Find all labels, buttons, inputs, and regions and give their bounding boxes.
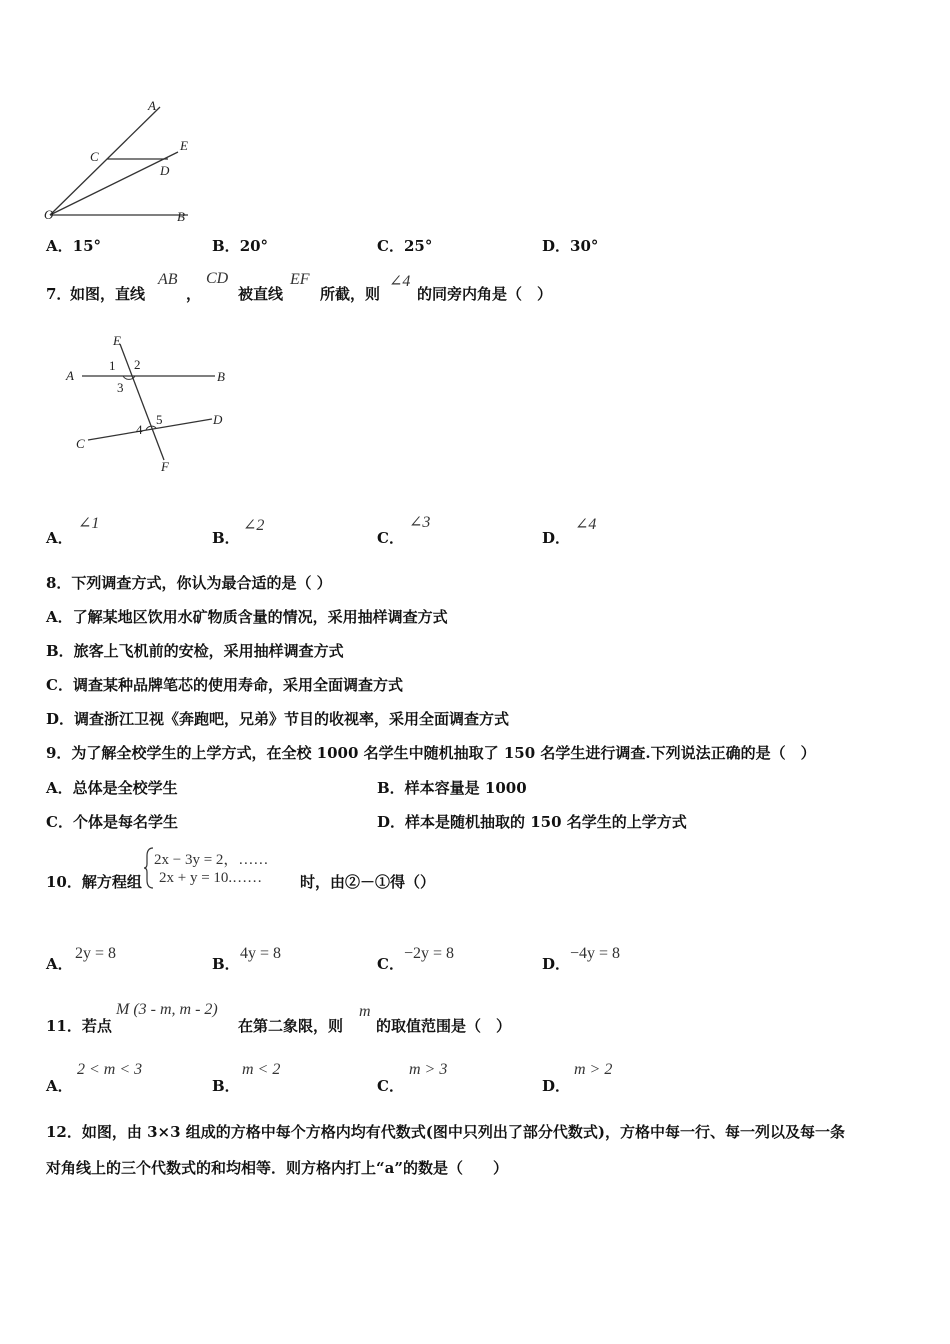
label-E: E [113,333,121,348]
option-letter: C． [377,1077,404,1095]
option-letter: C． [377,529,404,547]
q10-option-d[interactable] [542,953,570,974]
q10-option-a-math: 2y = 8 [75,945,117,962]
option-letter: A． [46,1077,73,1095]
label-B: B [177,209,185,224]
option-letter: D． [542,237,571,255]
label-C: C [76,436,85,451]
q11-option-a[interactable] [46,1075,73,1096]
option-letter: A． [46,529,73,547]
option-letter: D． [542,1077,571,1095]
q12-stem-line1: 12．如图，由 3×3 组成的方格中每个方格内均有代数式(图中只列出了部分代数式)，方格中每一行、每一列以及每一条 [46,1123,845,1141]
q8-option-c[interactable]: C．调查某种品牌笔芯的使用寿命，采用全面调查方式 [46,676,403,694]
q7-math-ab: AB [158,271,178,288]
q9-option-b[interactable]: B．样本容量是 1000 [377,779,527,797]
q10-equation-1: 2x − 3y = 2，…… [154,852,269,868]
q11-option-d[interactable] [542,1075,570,1096]
option-text: 20° [239,237,269,255]
q9-option-d[interactable]: D．样本是随机抽取的 150 名学生的上学方式 [377,813,687,831]
q11-math-m: m [359,1003,371,1020]
option-letter: D． [542,955,571,973]
label-D: D [160,163,170,178]
q10-stem-part2: 时，由②－①得（） [300,873,436,891]
q11-option-c[interactable] [377,1075,404,1096]
option-letter: A． [46,955,73,973]
q10-equation-2: 2x + y = 10.…… [159,870,263,886]
q10-option-c-math: −2y = 8 [404,945,455,962]
q9-stem: 9．为了解全校学生的上学方式，在全校 1000 名学生中随机抽取了 150 名学生进行调查.下列说法正确的是（ ） [46,744,816,762]
q7-math-ef: EF [290,271,310,288]
q7-stem-part1: 如图，直线 [70,285,146,303]
option-text: 30° [570,237,599,255]
q7-option-d[interactable] [542,527,570,548]
option-letter: D． [542,529,571,547]
q11-option-c-math: m > 3 [409,1061,448,1078]
label-C: C [90,149,99,164]
q11-stem-part2: 在第二象限，则 [238,1017,344,1035]
line-EF [120,344,164,460]
q7-stem-part3: 被直线 [238,285,284,303]
label-A: A [66,368,74,383]
q10-option-c[interactable] [377,953,404,974]
label-E: E [180,138,188,153]
q7-figure [60,332,240,477]
label-F: F [161,459,169,474]
q11-option-d-math: m > 2 [574,1061,613,1078]
q7-stem-part4: 所截，则 [320,285,381,303]
q11-option-b[interactable] [212,1075,240,1096]
q6-option-c[interactable] [377,235,432,256]
q10-option-a[interactable] [46,953,73,974]
ray-OA [50,107,160,215]
q9-option-c[interactable]: C．个体是每名学生 [46,813,178,831]
q9-option-a[interactable]: A．总体是全校学生 [46,779,178,797]
q7-stem-part5: 的同旁内角是（ ） [417,285,553,303]
q11-stem-part1: 11．若点 [46,1017,112,1035]
label-angle-2: 2 [134,357,141,372]
label-B: B [217,369,225,384]
label-angle-4: 4 [136,422,143,437]
option-text: 15° [72,237,102,255]
q12-stem-line2: 对角线上的三个代数式的和均相等．则方格内打上“a”的数是（ ） [46,1159,508,1177]
q7-math-angle4: ∠4 [389,273,411,290]
q8-option-d[interactable]: D．调查浙江卫视《奔跑吧，兄弟》节目的收视率，采用全面调查方式 [46,710,510,728]
q7-option-c-math: ∠3 [409,514,431,531]
q8-option-a[interactable]: A．了解某地区饮用水矿物质含量的情况，采用抽样调查方式 [46,608,448,626]
q11-stem-part3: 的取值范围是（ ） [376,1017,512,1035]
q6-option-d[interactable] [542,235,598,256]
option-letter: C． [377,955,404,973]
option-text: 25° [403,237,433,255]
option-letter: B． [212,237,240,255]
q7-stem-part2: ， [186,285,202,303]
q7-math-cd: CD [206,270,229,287]
q7-option-a[interactable] [46,527,73,548]
q10-option-b-math: 4y = 8 [240,945,282,962]
q6-option-a[interactable] [46,235,101,256]
q7-option-d-math: ∠4 [575,516,597,533]
label-D: D [213,412,223,427]
label-O: O [44,207,54,222]
q11-math-point: M (3 - m, m - 2) [116,1001,218,1018]
q7-option-a-math: ∠1 [78,515,100,532]
q10-option-b[interactable] [212,953,240,974]
q6-option-b[interactable] [212,235,268,256]
label-A: A [148,98,156,113]
label-angle-3: 3 [117,380,124,395]
q7-stem-num: 7． [46,285,72,303]
option-letter: B． [212,529,240,547]
q6-figure [40,95,200,230]
option-letter: A． [46,237,73,255]
q10-stem-part1: 10．解方程组 [46,873,142,891]
option-letter: C． [377,237,404,255]
q11-option-b-math: m < 2 [242,1061,281,1078]
q8-stem: 8．下列调查方式，你认为最合适的是（ ） [46,574,332,592]
q10-option-d-math: −4y = 8 [570,945,621,962]
label-angle-1: 1 [109,358,116,373]
q8-option-b[interactable]: B．旅客上飞机前的安检，采用抽样调查方式 [46,642,344,660]
q11-option-a-math: 2 < m < 3 [77,1061,143,1078]
q7-option-c[interactable] [377,527,404,548]
label-angle-5: 5 [156,412,163,427]
ray-OE [50,152,178,215]
option-letter: B． [212,955,240,973]
q7-option-b[interactable] [212,527,240,548]
q7-option-b-math: ∠2 [243,517,265,534]
option-letter: B． [212,1077,240,1095]
